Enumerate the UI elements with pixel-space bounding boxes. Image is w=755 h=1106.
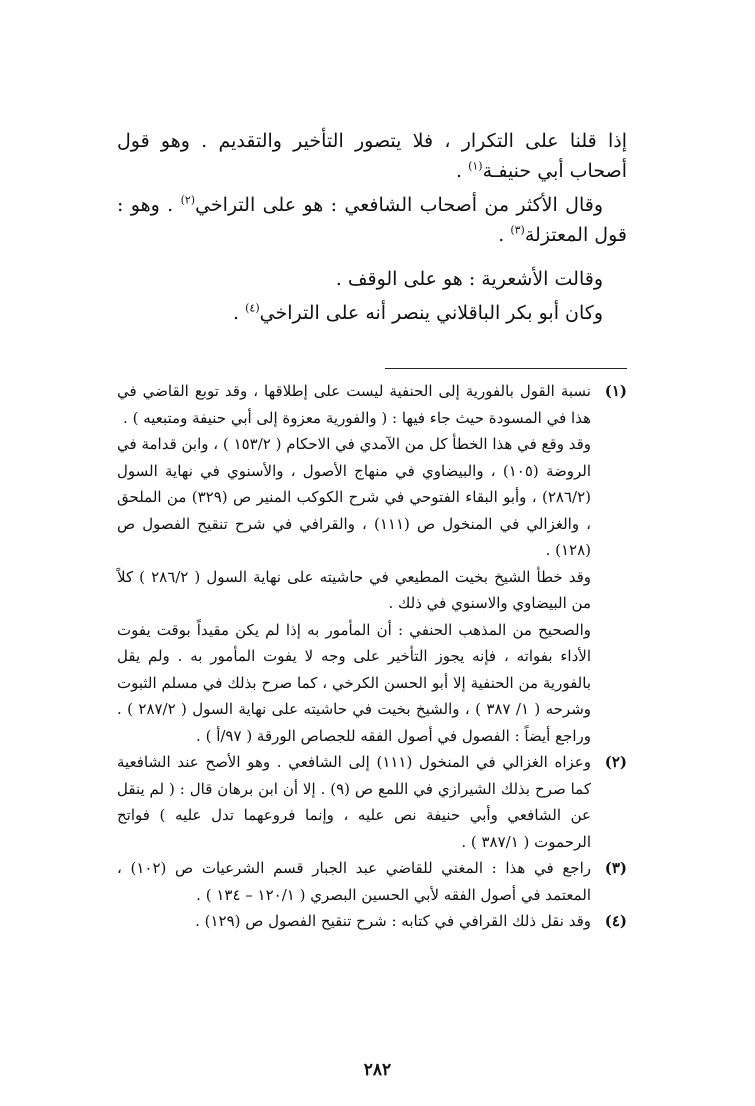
footnote-2 (117, 749, 627, 855)
main-paragraph-1-text: إذا قلنا على التكرار ، فلا يتصور التأخير والتقديم . وهو قول أصحاب أبي حنيفـة (117, 130, 627, 182)
footnote-paragraph: نسبة القول بالفورية إلى الحنفية ليست على إطلاقها ، وقد توبع القاضي في هذا في المسودة حيث جاء فيها : ( والفورية معزوة إلى أبي حنيفة ومتبعيه ) . (117, 382, 591, 427)
footnote-ref-3: (٣) (510, 223, 525, 237)
footnote-paragraph: وعزاه الغزالي في المنخول (١١١) إلى الشافعي . وهو الأصح عند الشافعية كما صرح بذلك الشيرازي في اللمع ص (٩) . إلا أن ابن برهان قال : ( لم ينقل عن الشافعي وأبي حنيفة نص عليه ، وإنما فروعهما تدل عليه ) فواتح الرحموت ( ٣٨٧/١ ) . (117, 753, 591, 851)
footnotes (117, 378, 627, 935)
page-number: ٢٨٢ (363, 1060, 392, 1080)
footnote-number: (٣) (604, 859, 627, 877)
main-paragraph-1 (117, 126, 627, 186)
footnote-ref-2: (٢) (180, 193, 196, 207)
main-paragraph-2-text: وقال الأكثر من أصحاب الشافعي : هو على التراخي (195, 194, 603, 216)
footnote-number: (٢) (604, 753, 627, 771)
footnote-ref-1: (١) (468, 159, 483, 173)
footnote-number: (١) (604, 382, 627, 400)
main-paragraph-2-end: . (498, 224, 511, 246)
main-paragraph-4-text: وكان أبو بكر الباقلاني ينصر أنه على التراخي (259, 302, 603, 324)
footnote-number: (٤) (604, 912, 627, 930)
main-paragraph-3: وقالت الأشعرية : هو على الوقف . (335, 268, 603, 290)
footnote-paragraph: والصحيح من المذهب الحنفي : أن المأمور به إذا لم يكن مقيداً بوقت يفوت الأداء بفواته ، فإنه يجوز التأخير على وجه لا يفوت المأمور به . ولم يقل بالفورية من الحنفية إلا أبو الحسن الكرخي ، كما صرح بذلك في مسلم الثبوت وشرحه ( ١/ ٣٨٧ ) ، والشيخ بخيت في حاشيته على نهاية السول ( ٢٨٧/٢ ) . وراجع أيضاً : الفصول في أصول الفقه للجصاص الورقة ( ٩٧/أ ) . (117, 620, 592, 745)
footnote-4 (117, 908, 627, 935)
main-paragraph-4-end: . (233, 302, 246, 324)
footnote-1 (117, 378, 627, 749)
main-paragraph-4 (117, 298, 627, 328)
footnote-paragraph: وقد خطأ الشيخ بخيت المطيعي في حاشيته على نهاية السول ( ٢٨٦/٢ ) كلاً من البيضاوي والاسنوي في ذلك . (117, 567, 591, 612)
footnote-ref-4: (٤) (245, 301, 260, 315)
footnote-paragraph: راجع في هذا : المغني للقاضي عبد الجبار قسم الشرعيات ص (١٠٢) ، المعتمد في أصول الفقه لأبي الحسين البصري ( ١٢٠/١ – ١٣٤ ) . (117, 859, 591, 904)
main-paragraph-2-mid: . وهو : قول المعتزلة (117, 194, 627, 246)
footnote-separator (385, 368, 627, 369)
footnote-paragraph: وقد وقع في هذا الخطأ كل من الآمدي في الاحكام ( ١٥٣/٢ ) ، وابن قدامة في الروضة (١٠٥) ، والبيضاوي في منهاج الأصول ، والأسنوي في نهاية السول (٢٨٦/٢) ، وأبو البقاء الفتوحي في شرح الكوكب المنير ص (٣٢٩) من الملحق ، والغزالي في المنخول ص (١١١) ، والقرافي في شرح تنقيح الفصول ص (١٢٨) . (117, 435, 592, 559)
footnote-3 (117, 855, 627, 908)
main-text (117, 126, 627, 342)
footnote-paragraph: وقد نقل ذلك القرافي في كتابه : شرح تنقيح الفصول ص (١٢٩) . (195, 912, 591, 930)
main-paragraph-1-end: . (455, 160, 469, 182)
main-paragraph-2 (117, 190, 627, 250)
